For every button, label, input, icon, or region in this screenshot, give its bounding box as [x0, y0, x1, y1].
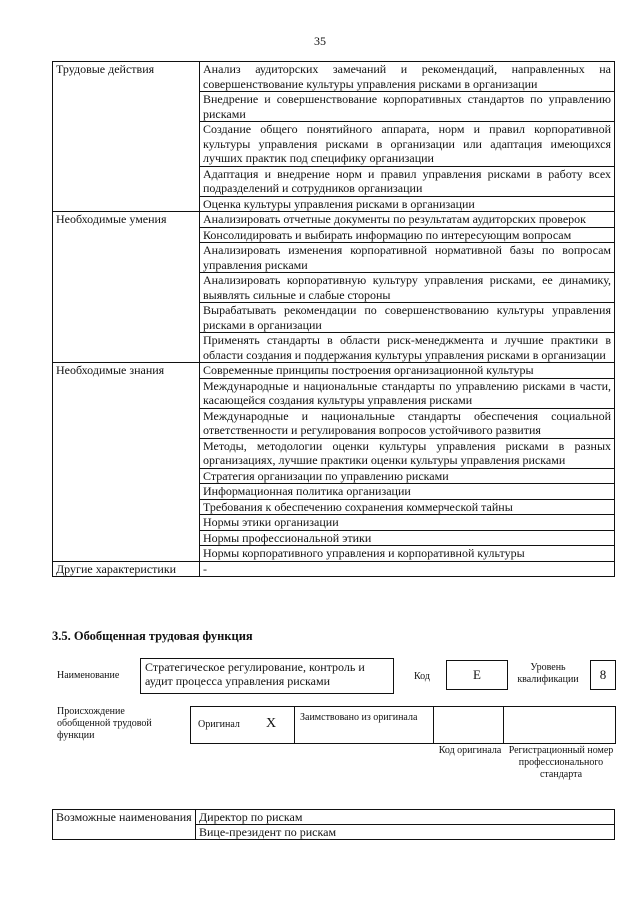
origin-divider — [294, 706, 295, 744]
table-cell: Вырабатывать рекомендации по совершенствованию культуры управления рисками в организации — [200, 303, 615, 333]
table-cell: Нормы этики организации — [200, 515, 615, 531]
table-cell: Анализировать отчетные документы по результатам аудиторских проверок — [200, 212, 615, 228]
name-label: Наименование — [57, 670, 120, 681]
table-row — [53, 363, 615, 379]
table-cell: Информационная политика организации — [200, 484, 615, 500]
function-name: Стратегическое регулирование, контроль и аудит процесса управления рисками — [140, 658, 394, 694]
origin-divider — [503, 706, 504, 744]
row-group-label: Трудовые действия — [53, 62, 200, 212]
possible-names-table — [52, 809, 615, 840]
table-cell: - — [200, 561, 615, 577]
table-cell: Методы, методологии оценки культуры управления рисками в разных организациях, лучшие практики оценки культуры управления рисками — [200, 438, 615, 468]
section-heading: 3.5. Обобщенная трудовая функция — [52, 629, 253, 643]
table-cell: Современные принципы построения организационной культуры — [200, 363, 615, 379]
level-label: Уровень квалификации — [517, 662, 579, 685]
table-cell: Оценка культуры управления рисками в организации — [200, 196, 615, 212]
table-cell: Внедрение и совершенствование корпоративных стандартов по управлению рисками — [200, 92, 615, 122]
table-cell: Нормы корпоративного управления и корпоративной культуры — [200, 546, 615, 562]
possible-names-label: Возможные наименования — [53, 810, 196, 840]
table-row — [53, 212, 615, 228]
origin-label: Происхождение обобщенной трудовой функции — [57, 706, 152, 741]
original-mark: X — [266, 716, 277, 731]
page-number: 35 — [314, 34, 326, 48]
table-cell: Адаптация и внедрение норм и правил управления рисками в работу всех подразделений и сотрудников организации — [200, 166, 615, 196]
table-cell: Нормы профессиональной этики — [200, 530, 615, 546]
labor-functions-table — [52, 61, 615, 577]
original-label: Оригинал — [198, 719, 240, 730]
table-cell: Анализировать изменения корпоративной нормативной базы по вопросам управления рисками — [200, 243, 615, 273]
level-value: 8 — [590, 660, 616, 690]
table-row — [53, 561, 615, 577]
code-value: E — [446, 660, 508, 690]
table-cell: Консолидировать и выбирать информацию по интересующим вопросам — [200, 227, 615, 243]
row-group-label: Необходимые умения — [53, 212, 200, 363]
table-cell: Создание общего понятийного аппарата, норм и правил корпоративной культуры управления рисками в организации или адаптация имеющихся лучших практик под специфику организации — [200, 122, 615, 167]
table-cell: Международные и национальные стандарты обеспечения социальной ответственности и регулирования вопросов устойчивого развития — [200, 408, 615, 438]
possible-names-values — [196, 810, 615, 840]
possible-name: Вице-президент по рискам — [196, 824, 614, 839]
borrowed-label: Заимствовано из оригинала — [300, 712, 418, 723]
registration-caption: Регистрационный номер профессионального стандарта — [508, 745, 614, 780]
table-cell: Применять стандарты в области риск-менеджмента и лучшие практики в области создания и поддержания культуры управления рисками в организации — [200, 333, 615, 363]
code-label: Код — [414, 671, 430, 682]
table-cell: Стратегия организации по управлению рисками — [200, 468, 615, 484]
row-group-label: Необходимые знания — [53, 363, 200, 562]
code-original-caption: Код оригинала — [438, 745, 502, 756]
table-cell: Требования к обеспечению сохранения коммерческой тайны — [200, 499, 615, 515]
table-cell: Анализировать корпоративную культуру управления рисками, ее динамику, выявлять сильные и слабые стороны — [200, 273, 615, 303]
row-group-label: Другие характеристики — [53, 561, 200, 577]
origin-divider — [433, 706, 434, 744]
possible-name: Директор по рискам — [199, 810, 303, 824]
table-row — [53, 62, 615, 92]
table-cell: Анализ аудиторских замечаний и рекомендаций, направленных на совершенствование культуры управления рисками в организации — [200, 62, 615, 92]
table-cell: Международные и национальные стандарты по управлению рисками в части, касающейся создания культуры управления рисками — [200, 378, 615, 408]
